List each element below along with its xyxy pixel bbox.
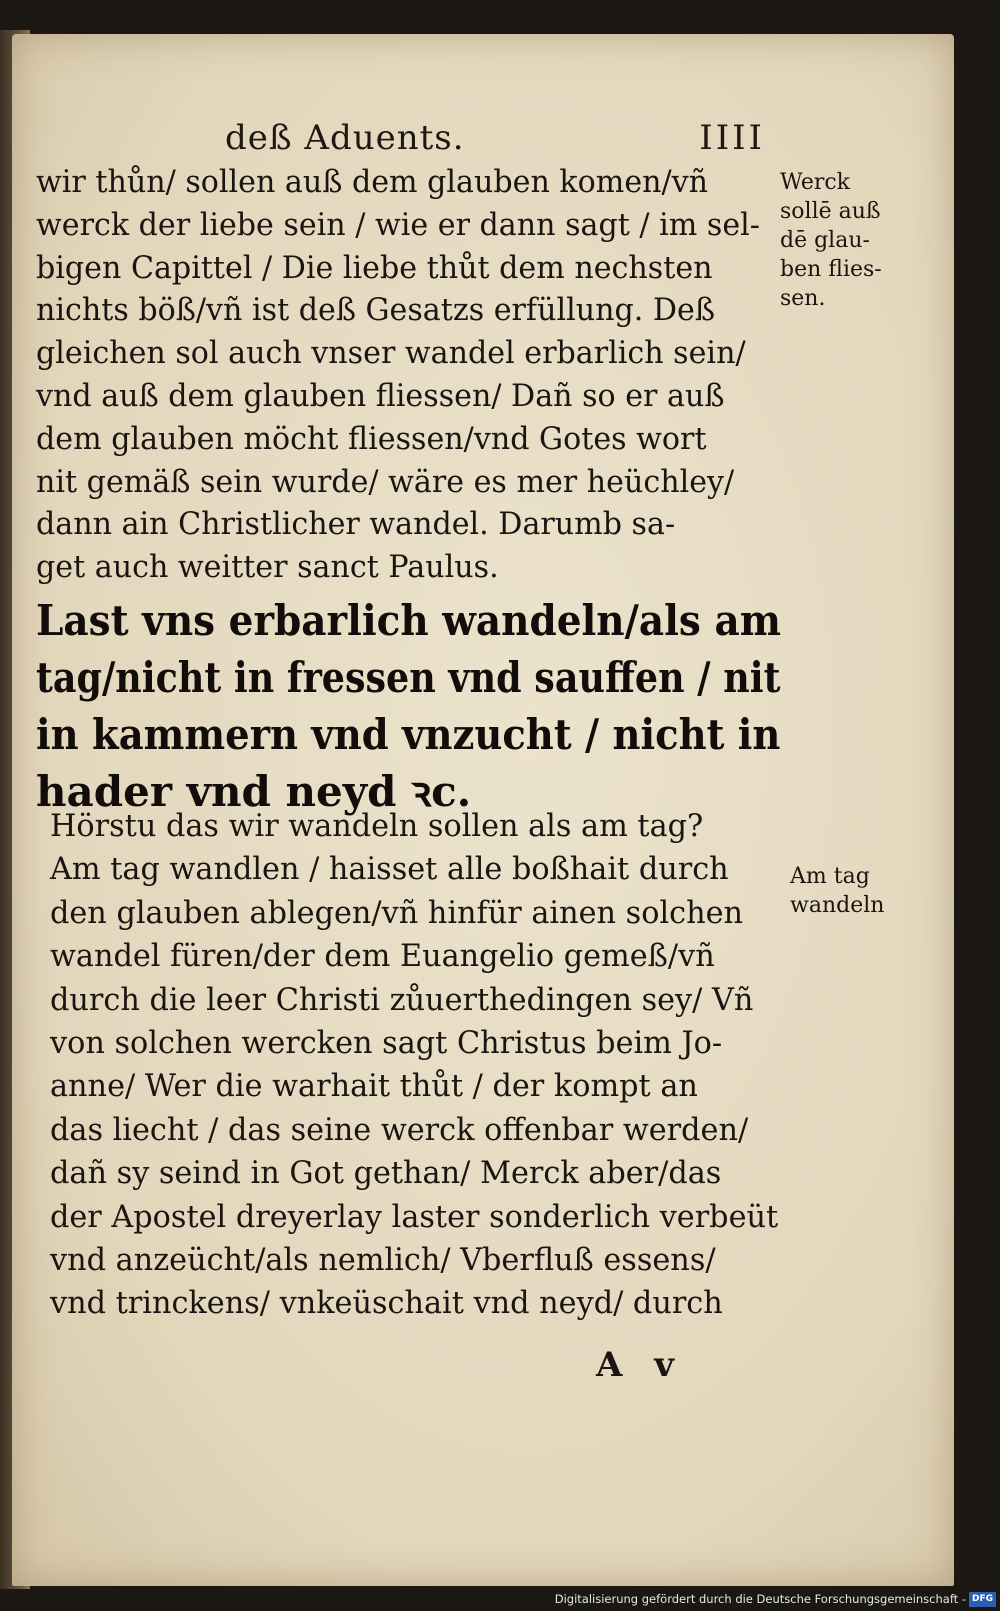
text-line: Hörstu das wir wandeln sollen als am tag? (50, 809, 704, 844)
marginal-note (790, 862, 884, 920)
page-header (225, 118, 765, 162)
text-line: anne/ Wer die warhait thůt / der kompt an (50, 1069, 698, 1105)
marginal-line: dē glau- (780, 228, 870, 253)
text-line: gleichen sol auch vnser wandel erbarlich sein/ (36, 336, 746, 372)
text-line: vnd auß dem glauben fliessen/ Dañ so er auß (36, 378, 725, 414)
quote-line: Last vns erbarlich wandeln/als am (36, 596, 781, 645)
text-line: das liecht / das seine werck offenbar werden/ (50, 1112, 749, 1148)
marginal-line: Am tag (790, 864, 870, 889)
dfg-logo: DFG (969, 1592, 996, 1607)
text-line: der Apostel dreyerlay laster sonderlich verbeüt (50, 1199, 779, 1235)
text-line: nichts böß/vñ ist deß Gesatzs erfüllung. Deß (36, 293, 715, 329)
text-line: wandel füren/der dem Euangelio gemeß/vñ (50, 939, 715, 975)
text-line: get auch weitter sanct Paulus. (36, 550, 499, 586)
text-line: Am tag wandlen / haisset alle boßhait durch (50, 852, 729, 888)
text-line: dañ sy seind in Got gethan/ Merck aber/das (50, 1156, 722, 1192)
quote-line: tag/nicht in fressen vnd sauffen / nit (36, 653, 781, 702)
text-line: dem glauben möcht fliessen/vnd Gotes wort (36, 421, 707, 457)
quote-line: hader vnd neyd ꝛc. (36, 767, 472, 816)
paragraph-1 (36, 162, 781, 590)
marginal-line: ben flies- (780, 257, 882, 282)
marginal-note (780, 168, 882, 313)
text-line: vnd anzeücht/als nemlich/ Vberfluß essens/ (50, 1242, 716, 1278)
text-line: wir thůn/ sollen auß dem glauben komen/vñ (36, 165, 709, 200)
text-line: von solchen wercken sagt Christus beim Jo- (50, 1025, 723, 1061)
text-line: den glauben ablegen/vñ hinfür ainen solchen (50, 895, 744, 931)
bible-quotation (36, 592, 781, 820)
signature-mark: A v (596, 1345, 684, 1385)
running-title: deß Aduents. (225, 118, 465, 158)
text-line: durch die leer Christi zůuerthedingen sey/ Vñ (50, 982, 754, 1018)
quote-line: in kammern vnd vnzucht / nicht in (36, 710, 781, 759)
funding-credit: Digitalisierung gefördert durch die Deutsche Forschungsgemeinschaft - (554, 1592, 966, 1606)
text-line: vnd trinckens/ vnkeüschait vnd neyd/ durch (50, 1286, 723, 1322)
text-line: bigen Capittel / Die liebe thůt dem nechsten (36, 250, 713, 286)
text-line: nit gemäß sein wurde/ wäre es mer heüchley/ (36, 464, 735, 500)
text-line: dann ain Christlicher wandel. Darumb sa- (36, 507, 676, 543)
marginal-line: wandeln (790, 893, 885, 918)
marginal-line: sen. (780, 286, 826, 311)
folio-number: IIII (699, 118, 765, 158)
text-line: werck der liebe sein / wie er dann sagt / im sel- (36, 207, 760, 243)
marginal-line: Werck (780, 170, 851, 195)
paragraph-2 (50, 805, 790, 1326)
marginal-line: sollē auß (780, 199, 881, 224)
